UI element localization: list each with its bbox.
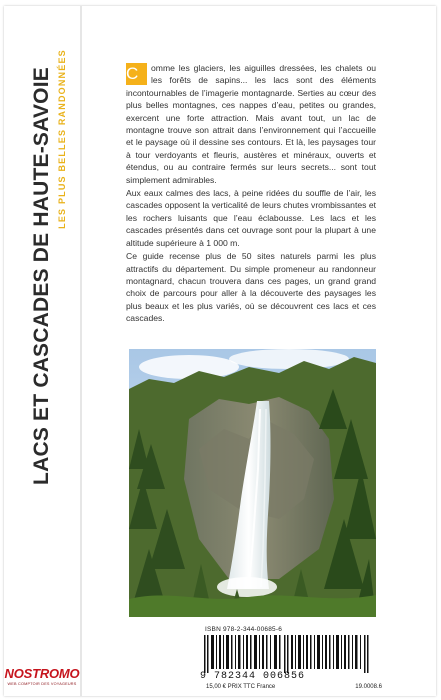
spine-divider — [80, 6, 82, 696]
barcode — [200, 635, 376, 673]
spine-subtitle: LES PLUS BELLES RANDONNÉES — [57, 49, 67, 229]
barcode-digits: 9 782344 006856 — [200, 671, 306, 682]
drop-cap: C — [126, 63, 147, 85]
book-spine — [4, 6, 80, 696]
waterfall-photo — [129, 349, 376, 617]
price-line — [206, 684, 382, 690]
paragraph-1: omme les glaciers, les aiguilles dressées, les chalets ou les forêts de sapins... les lacs sont des éléments incontournables de l’imagerie montagnarde. Serties au cœur des plus belles montagnes, ces nappes d’eau, petites ou grandes, exercent une forte attraction. Mais avant tout, un lac de montagne trouve son attrait dans l’environnement qui l’accueille et le paysage où il dessine ses contours. Et là, les paysages tour à tour verdoyants et fleuris, austères et minéraux, ouverts et étendus, ou au contraire fermés sur leurs secrets... sont tout simplement admirables. — [126, 63, 376, 185]
back-cover-text — [126, 62, 376, 326]
price-label: 15,00 € PRIX TTC France — [206, 684, 276, 690]
product-code: 19.0008.6 — [355, 684, 382, 690]
waterfall-illustration — [129, 349, 376, 617]
nostromo-logo — [4, 666, 80, 694]
logo-name: NOSTROMO — [4, 666, 80, 681]
logo-tagline: WEB COMPTOIR DES VOYAGEURS — [7, 682, 77, 686]
book-back-cover — [4, 6, 436, 696]
spine-title: LACS ET CASCADES DE HAUTE-SAVOIE — [30, 67, 53, 485]
paragraph-2: Aux eaux calmes des lacs, à peine ridées du souffle de l’air, les cascades opposent la verticalité de leurs chutes vrombissantes et les rochers luisants que l’eau éclabousse. Les lacs et les cascades présentés dans cet ouvrage sont pour la plupart à une altitude supérieure à 1 000 m. — [126, 188, 376, 248]
paragraph-3: Ce guide recense plus de 50 sites naturels parmi les plus attractifs du département. Du simple promeneur au randonneur montagnard, chacun trouvera dans ces pages, un grand grand choix de parcours pour aller à la découverte des paysages les plus beaux et les plus variés, où se découvrent ces lacs et ces cascades. — [126, 251, 376, 324]
isbn-label: ISBN 978-2-344-00685-6 — [205, 626, 283, 633]
